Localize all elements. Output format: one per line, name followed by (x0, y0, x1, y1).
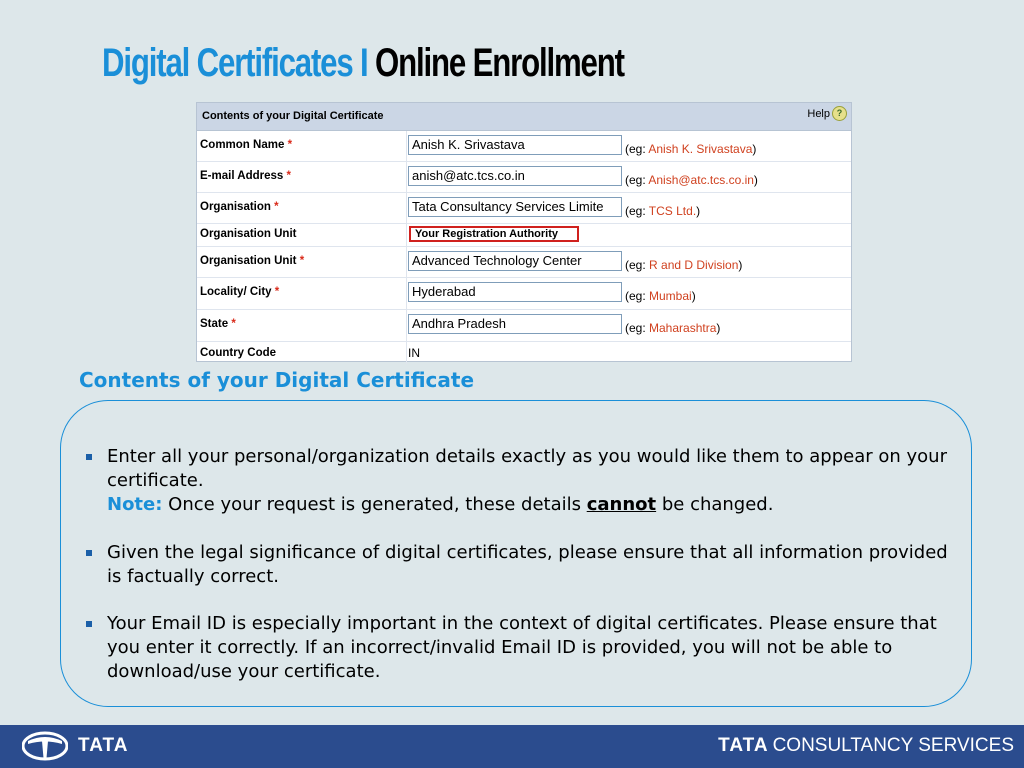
form-row-locality (197, 278, 851, 310)
footer-left-logo (22, 731, 128, 761)
form-header-title: Contents of your Digital Certificate (202, 110, 384, 122)
form-row-org-unit-ra (197, 224, 851, 247)
slide-title (102, 38, 624, 88)
state-example: (eg: Maharashtra) (625, 321, 721, 335)
title-part1: Digital Certificates (102, 41, 353, 85)
title-part2: Online Enrollment (375, 41, 624, 85)
org-unit-input[interactable]: Advanced Technology Center (408, 251, 622, 271)
locality-example: (eg: Mumbai) (625, 289, 696, 303)
note-text-pre: Once your request is generated, these details (162, 494, 587, 515)
registration-authority-value: Your Registration Authority (409, 226, 579, 242)
bullet-marker (86, 454, 92, 460)
form-row-country (197, 342, 851, 364)
locality-input[interactable]: Hyderabad (408, 282, 622, 302)
question-icon[interactable]: ? (832, 106, 847, 121)
email-label: E-mail Address * (200, 170, 291, 182)
org-unit-label: Organisation Unit * (200, 255, 305, 267)
note-label: Note: (107, 494, 163, 515)
country-label: Country Code (200, 347, 277, 359)
form-row-state (197, 310, 851, 342)
title-separator: I (352, 41, 376, 85)
footer-right-logo (718, 735, 1014, 757)
footer-right-text: CONSULTANCY SERVICES (772, 735, 1014, 756)
org-unit-ra-label: Organisation Unit (200, 228, 297, 240)
note-text-post: be changed. (656, 494, 774, 515)
bullet-email-text: Your Email ID is especially important in the context of digital certificates. Please ensure that you enter it correctly. If an incorrect/invalid Email ID is provided, you will not be able to download/use your certificate. (107, 613, 937, 682)
common-name-label: Common Name * (200, 139, 293, 151)
bullet-legal-text: Given the legal significance of digital certificates, please ensure that all information provided is factually correct. (107, 542, 948, 587)
form-row-email (197, 162, 851, 193)
bullet-marker (86, 550, 92, 556)
locality-label: Locality/ City * (200, 286, 280, 298)
form-header (197, 103, 851, 131)
country-value: IN (408, 346, 420, 360)
tata-logo-icon (22, 731, 68, 761)
footer-left-brand: TATA (78, 735, 129, 756)
bullet-details (86, 445, 956, 517)
org-unit-example: (eg: R and D Division) (625, 258, 743, 272)
footer-bar (0, 725, 1024, 768)
state-input[interactable]: Andhra Pradesh (408, 314, 622, 334)
bullet-details-text: Enter all your personal/organization details exactly as you would like them to appear on your certificate. (107, 446, 947, 491)
footer-right-brand: TATA (718, 735, 769, 756)
help-link[interactable] (807, 106, 847, 121)
certificate-form (196, 102, 852, 362)
bullet-email (86, 612, 956, 684)
bullet-legal (86, 541, 956, 589)
common-name-example: (eg: Anish K. Srivastava) (625, 142, 757, 156)
organisation-example: (eg: TCS Ltd.) (625, 204, 701, 218)
organisation-input[interactable]: Tata Consultancy Services Limite (408, 197, 622, 217)
email-example: (eg: Anish@atc.tcs.co.in) (625, 173, 758, 187)
bullet-marker (86, 621, 92, 627)
organisation-label: Organisation * (200, 201, 279, 213)
section-heading: Contents of your Digital Certificate (79, 368, 475, 392)
note-emphasis: cannot (586, 494, 657, 515)
common-name-input[interactable]: Anish K. Srivastava (408, 135, 622, 155)
form-row-organisation (197, 193, 851, 224)
state-label: State * (200, 318, 236, 330)
email-input[interactable]: anish@atc.tcs.co.in (408, 166, 622, 186)
form-row-common-name (197, 131, 851, 162)
form-row-org-unit (197, 247, 851, 278)
help-label: Help (807, 107, 830, 120)
